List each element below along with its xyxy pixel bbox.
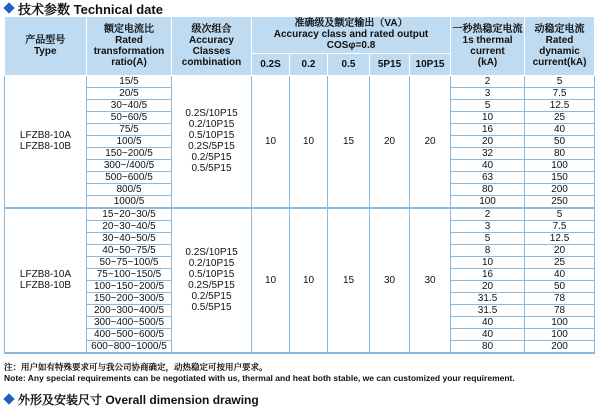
dynamic-cell: 78 [525,304,595,316]
header-combination: 级次组合 Accuracy Classes combination [172,17,252,75]
header-ratio: 额定电流比 Rated transformation ratio(A) [87,17,172,75]
thermal-cell: 20 [451,135,525,147]
header-type: 产品型号 Type [5,17,87,75]
dynamic-cell: 50 [525,280,595,292]
ratio-cell: 800/5 [87,183,172,195]
ratio-cell: 50~60/5 [87,111,172,123]
ratio-cell: 75~100~150/5 [87,268,172,280]
dynamic-cell: 100 [525,159,595,171]
output-cell: 10 [252,208,290,353]
table-row [5,208,595,221]
table-row [5,75,595,87]
dynamic-cell: 40 [525,123,595,135]
header-class-0-5: 0.5 [328,53,370,75]
technical-parameters-table [4,17,595,354]
thermal-cell: 63 [451,171,525,183]
ratio-cell: 30~40/5 [87,99,172,111]
ratio-cell: 100~150~200/5 [87,280,172,292]
header-dynamic: 动稳定电流 Rated dynamic current(kA) [525,17,595,75]
ratio-cell: 75/5 [87,123,172,135]
thermal-cell: 40 [451,328,525,340]
ratio-cell: 150~200/5 [87,147,172,159]
output-cell: 20 [410,75,451,208]
next-section-title: 外形及安装尺寸 Overall dimension drawing [18,392,259,407]
ratio-cell: 500~600/5 [87,171,172,183]
dynamic-cell: 12.5 [525,99,595,111]
dynamic-cell: 12.5 [525,232,595,244]
ratio-cell: 600~800~1000/5 [87,340,172,353]
thermal-cell: 80 [451,340,525,353]
diamond-bullet-icon [3,2,14,13]
dynamic-cell: 78 [525,292,595,304]
thermal-cell: 10 [451,256,525,268]
header-class-10p15: 10P15 [410,53,451,75]
section-title: 技术参数 Technical date [18,1,163,17]
ratio-cell: 100/5 [87,135,172,147]
thermal-cell: 5 [451,99,525,111]
note-english: Note: Any special requirements can be negotiated with us, thermal and heat both stable, we can customized your requirement. [4,373,515,383]
ratio-cell: 40~50~75/5 [87,244,172,256]
dynamic-cell: 40 [525,268,595,280]
note-chinese: 注：用户如有特殊要求可与我公司协商确定，动热稳定可按用户要求。 [4,362,268,372]
thermal-cell: 80 [451,183,525,195]
output-cell: 15 [328,208,370,353]
type-cell: LFZB8-10A LFZB8-10B [5,208,87,353]
thermal-cell: 3 [451,220,525,232]
type-cell: LFZB8-10A LFZB8-10B [5,75,87,208]
thermal-cell: 31.5 [451,304,525,316]
section-header [4,0,163,16]
thermal-cell: 5 [451,232,525,244]
ratio-cell: 1000/5 [87,195,172,208]
dynamic-cell: 7.5 [525,220,595,232]
dynamic-cell: 20 [525,244,595,256]
combination-cell: 0.2S/10P15 0.2/10P15 0.5/10P15 0.2S/5P15 0.2/5P15 0.5/5P15 [172,75,252,208]
ratio-cell: 150~200~300/5 [87,292,172,304]
thermal-cell: 31.5 [451,292,525,304]
ratio-cell: 400~500~600/5 [87,328,172,340]
next-section-header [4,392,259,406]
thermal-cell: 2 [451,75,525,87]
dynamic-cell: 50 [525,135,595,147]
output-cell: 10 [290,208,328,353]
dynamic-cell: 100 [525,328,595,340]
ratio-cell: 20~30~40/5 [87,220,172,232]
combination-cell: 0.2S/10P15 0.2/10P15 0.5/10P15 0.2S/5P15 0.2/5P15 0.5/5P15 [172,208,252,353]
header-class-5p15: 5P15 [370,53,410,75]
dynamic-cell: 5 [525,75,595,87]
ratio-cell: 50~75~100/5 [87,256,172,268]
thermal-cell: 10 [451,111,525,123]
dynamic-cell: 250 [525,195,595,208]
dynamic-cell: 5 [525,208,595,221]
notes [4,362,598,384]
dynamic-cell: 80 [525,147,595,159]
header-class-0-2s: 0.2S [252,53,290,75]
dynamic-cell: 200 [525,183,595,195]
thermal-cell: 16 [451,268,525,280]
output-cell: 30 [410,208,451,353]
output-cell: 10 [252,75,290,208]
ratio-cell: 20/5 [87,87,172,99]
thermal-cell: 40 [451,159,525,171]
thermal-cell: 100 [451,195,525,208]
ratio-cell: 300~/400/5 [87,159,172,171]
header-thermal: 一秒热稳定电流 1s thermal current (kA) [451,17,525,75]
dynamic-cell: 25 [525,256,595,268]
ratio-cell: 15/5 [87,75,172,87]
output-cell: 30 [370,208,410,353]
thermal-cell: 16 [451,123,525,135]
output-cell: 15 [328,75,370,208]
ratio-cell: 300~400~500/5 [87,316,172,328]
ratio-cell: 200~300~400/5 [87,304,172,316]
dynamic-cell: 200 [525,340,595,353]
output-cell: 20 [370,75,410,208]
thermal-cell: 3 [451,87,525,99]
header-accuracy: 准确级及额定输出（VA） Accuracy class and rated output COSφ=0.8 [252,17,451,53]
diamond-bullet-icon [3,393,14,404]
dynamic-cell: 7.5 [525,87,595,99]
thermal-cell: 20 [451,280,525,292]
ratio-cell: 30~40~50/5 [87,232,172,244]
header-class-0-2: 0.2 [290,53,328,75]
thermal-cell: 32 [451,147,525,159]
dynamic-cell: 25 [525,111,595,123]
ratio-cell: 15~20~30/5 [87,208,172,221]
thermal-cell: 40 [451,316,525,328]
output-cell: 10 [290,75,328,208]
dynamic-cell: 100 [525,316,595,328]
thermal-cell: 2 [451,208,525,221]
dynamic-cell: 150 [525,171,595,183]
thermal-cell: 8 [451,244,525,256]
